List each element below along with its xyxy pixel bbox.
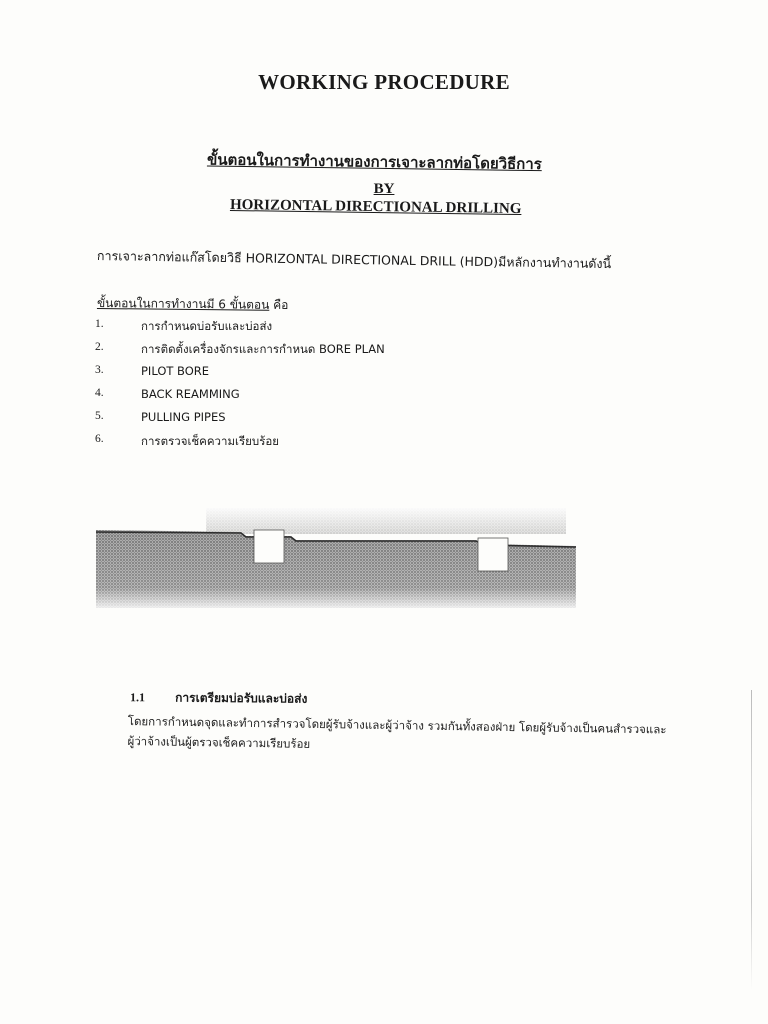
subtitle-by: BY [373, 181, 395, 197]
section-heading [130, 688, 308, 709]
step-number: 2. [95, 341, 104, 353]
hdd-ground-diagram [96, 508, 576, 608]
document-title: WORKING PROCEDURE [258, 70, 510, 94]
step-number: 1. [95, 318, 104, 330]
subtitle-thai: ขั้นตอนในการทำงานของการเจาะลากท่อโดยวิธีการ [206, 150, 542, 174]
section-body: โดยการกำหนดจุดและทำการสำรวจโดยผู้รับจ้างและผู้ว่าจ้าง รวมกันทั้งสองฝ่าย โดยผู้รับจ้างเป็นคนสำรวจและผู้ว่าจ้างเป็นผู้ตรวจเช็คความเรียบร้อย [127, 713, 667, 751]
scan-artifact-line [751, 690, 752, 990]
steps-heading-suffix: คือ [273, 297, 289, 313]
step-text: BACK REAMMING [141, 387, 240, 401]
section-title: การเตรียมบ่อรับและบ่อส่ง [175, 690, 308, 706]
exit-pit [478, 538, 508, 571]
step-number: 6. [95, 433, 104, 445]
steps-heading-text: ขั้นตอนในการทำงานมี 6 ขั้นตอน [96, 295, 270, 312]
subtitle-english: HORIZONTAL DIRECTIONAL DRILLING [229, 196, 522, 218]
step-text: PULLING PIPES [141, 410, 226, 424]
step-text: PILOT BORE [141, 364, 210, 378]
intro-paragraph: การเจาะลากท่อแก๊สโดยวิธี HORIZONTAL DIRECTIONAL DRILL (HDD)มีหลักงานทำงานดังนี้ [96, 248, 612, 272]
step-number: 4. [95, 387, 104, 399]
step-text: การตรวจเช็คความเรียบร้อย [141, 434, 280, 448]
entry-pit [254, 530, 284, 563]
step-number: 3. [95, 364, 104, 376]
step-text: การติดตั้งเครื่องจักรและการกำหนด BORE PLAN [141, 342, 385, 356]
section-number: 1.1 [129, 690, 146, 705]
step-text: การกำหนดบ่อรับและบ่อส่ง [141, 319, 273, 333]
step-number: 5. [95, 410, 104, 422]
steps-heading [97, 294, 289, 315]
